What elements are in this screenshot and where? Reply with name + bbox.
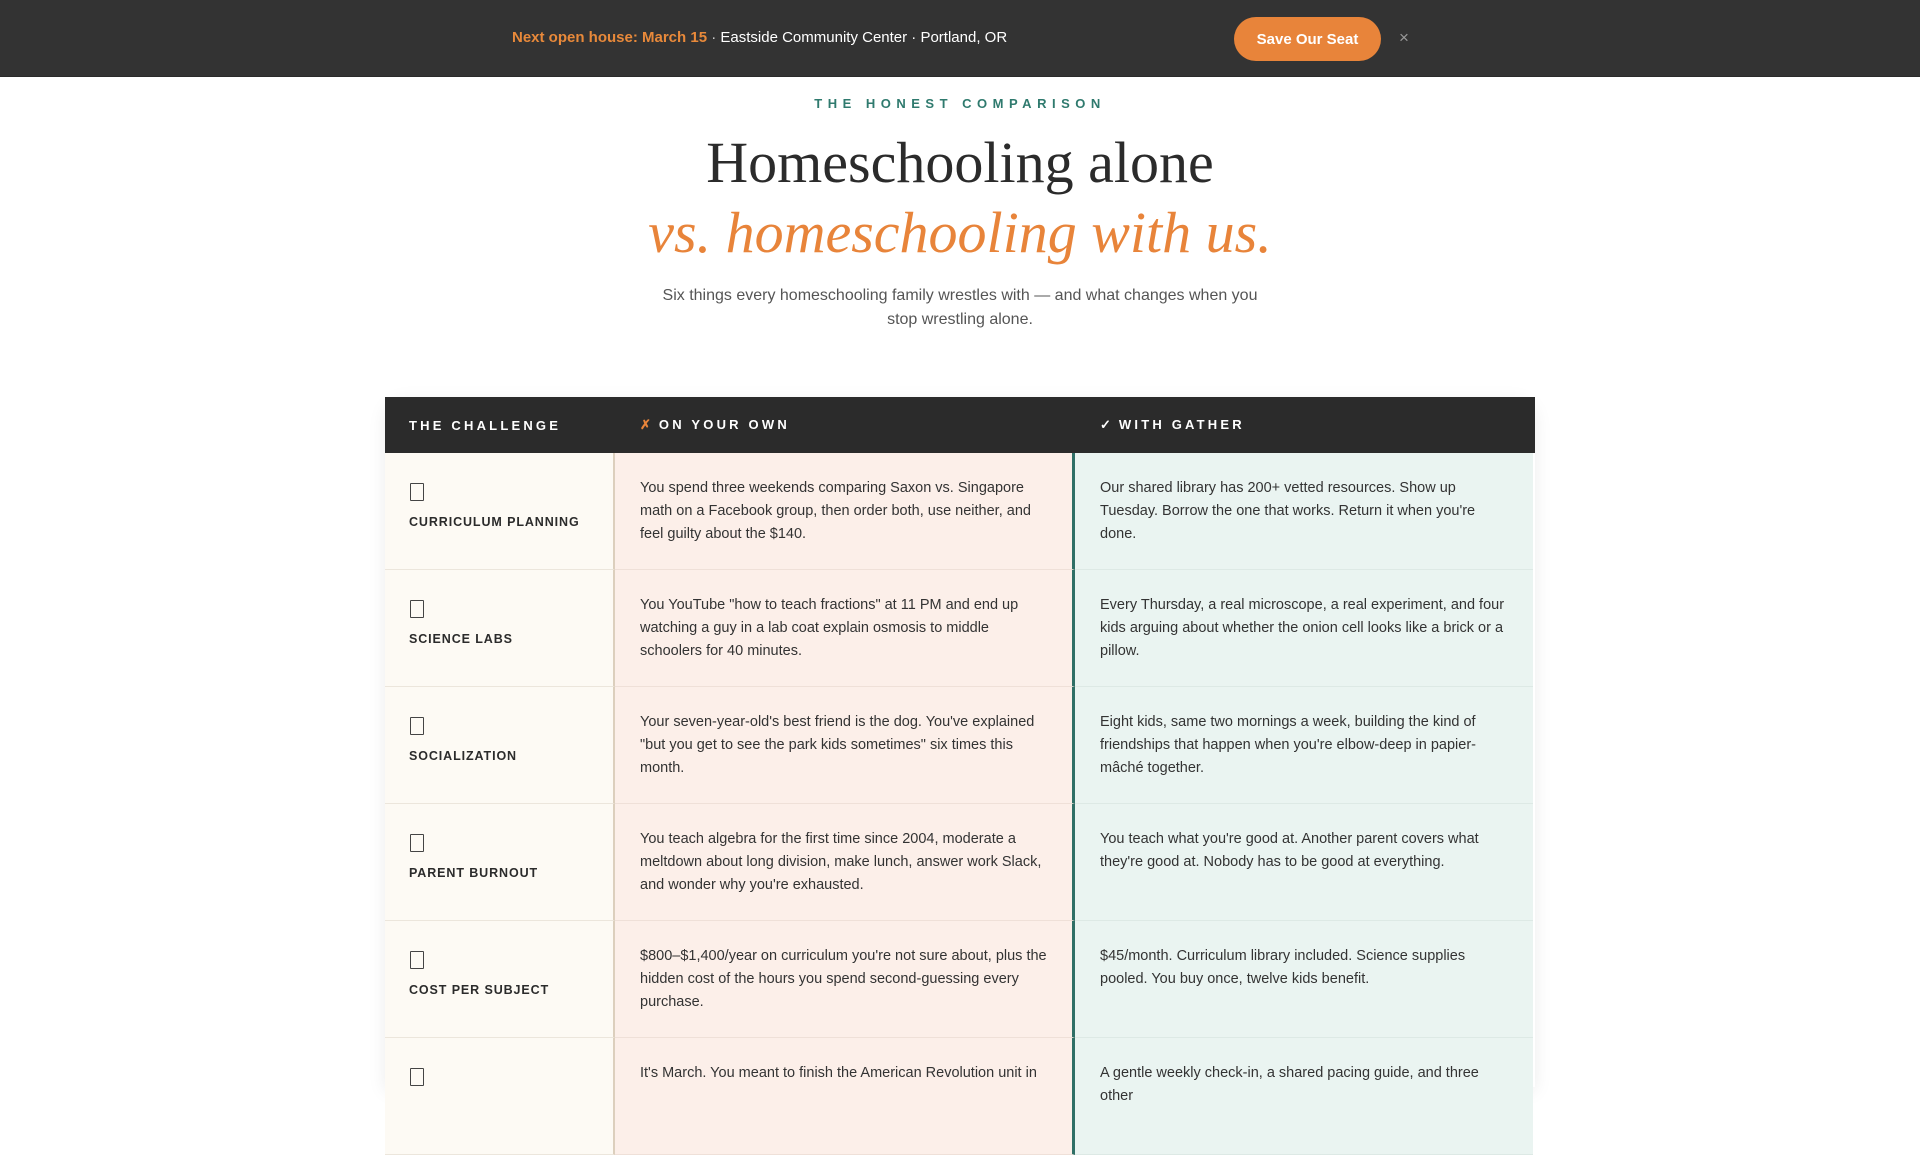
table-row: [385, 570, 1535, 687]
open-house-date: Next open house: March 15: [512, 29, 708, 46]
challenge-cell: [385, 453, 615, 570]
header-on-your-own: [615, 417, 1075, 433]
on-your-own-cell: $800–$1,400/year on curriculum you're not sure about, plus the hidden cost of the hours you spend second-guessing every purchase.: [615, 921, 1075, 1038]
check-mark-icon: ✓: [1100, 417, 1111, 432]
document-icon: [410, 951, 424, 969]
table-row: [385, 804, 1535, 921]
document-icon: [410, 834, 424, 852]
challenge-label: PARENT BURNOUT: [409, 866, 539, 880]
on-your-own-cell: You spend three weekends comparing Saxon vs. Singapore math on a Facebook group, then order both, use neither, and feel guilty about the $140.: [615, 453, 1075, 570]
challenge-label: SOCIALIZATION: [409, 749, 517, 763]
document-icon: [410, 717, 424, 735]
banner-location: Eastside Community Center · Portland, OR: [720, 29, 1008, 46]
announcement-banner: [0, 0, 1920, 77]
on-your-own-cell: You YouTube "how to teach fractions" at 11 PM and end up watching a guy in a lab coat explain osmosis to middle schoolers for 40 minutes.: [615, 570, 1075, 687]
challenge-label: CURRICULUM PLANNING: [409, 515, 580, 529]
table-row: [385, 1038, 1535, 1155]
challenge-cell: [385, 687, 615, 804]
page-title: Homeschooling alone: [706, 130, 1214, 195]
table-row: [385, 921, 1535, 1038]
header-with-gather: [1075, 417, 1535, 433]
with-gather-cell: Every Thursday, a real microscope, a real experiment, and four kids arguing about whether the onion cell looks like a brick or a pillow.: [1075, 570, 1533, 687]
with-gather-cell: Our shared library has 200+ vetted resources. Show up Tuesday. Borrow the one that works. Return it when you're done.: [1075, 453, 1533, 570]
challenge-label: SCIENCE LABS: [409, 632, 513, 646]
banner-separator: ·: [707, 29, 721, 46]
x-mark-icon: ✗: [640, 417, 651, 432]
on-your-own-cell: It's March. You meant to finish the American Revolution unit in: [615, 1038, 1075, 1155]
page-subtitle: Six things every homeschooling family wrestles with — and what changes when you stop wrestling alone.: [662, 287, 1258, 328]
challenge-cell: [385, 570, 615, 687]
close-icon[interactable]: ×: [1399, 28, 1409, 47]
table-header: [385, 397, 1535, 453]
banner-text: [512, 29, 1007, 46]
document-icon: [410, 1068, 424, 1086]
challenge-cell: [385, 804, 615, 921]
challenge-cell: [385, 921, 615, 1038]
challenge-cell: [385, 1038, 615, 1155]
with-gather-cell: A gentle weekly check-in, a shared pacing guide, and three other: [1075, 1038, 1533, 1155]
document-icon: [410, 483, 424, 501]
with-gather-cell: You teach what you're good at. Another parent covers what they're good at. Nobody has to be good at everything.: [1075, 804, 1533, 921]
with-gather-cell: $45/month. Curriculum library included. Science supplies pooled. You buy once, twelve kids benefit.: [1075, 921, 1533, 1038]
challenge-label: COST PER SUBJECT: [409, 983, 550, 997]
section-eyebrow: THE HONEST COMPARISON: [814, 96, 1106, 111]
on-your-own-cell: Your seven-year-old's best friend is the dog. You've explained "but you get to see the park kids sometimes" six times this month.: [615, 687, 1075, 804]
save-our-seat-button[interactable]: Save Our Seat: [1234, 17, 1381, 61]
table-row: [385, 687, 1535, 804]
on-your-own-cell: You teach algebra for the first time since 2004, moderate a meltdown about long division, make lunch, answer work Slack, and wonder why you're exhausted.: [615, 804, 1075, 921]
page-title-accent: vs. homeschooling with us.: [648, 200, 1272, 265]
comparison-table: [385, 397, 1535, 1104]
table-row: [385, 453, 1535, 570]
document-icon: [410, 600, 424, 618]
header-challenge: THE CHALLENGE: [409, 417, 562, 433]
with-gather-cell: Eight kids, same two mornings a week, building the kind of friendships that happen when you're elbow-deep in papier-mâché together.: [1075, 687, 1533, 804]
header-with-gather-label: WITH GATHER: [1118, 417, 1245, 432]
header-on-your-own-label: ON YOUR OWN: [658, 417, 790, 432]
